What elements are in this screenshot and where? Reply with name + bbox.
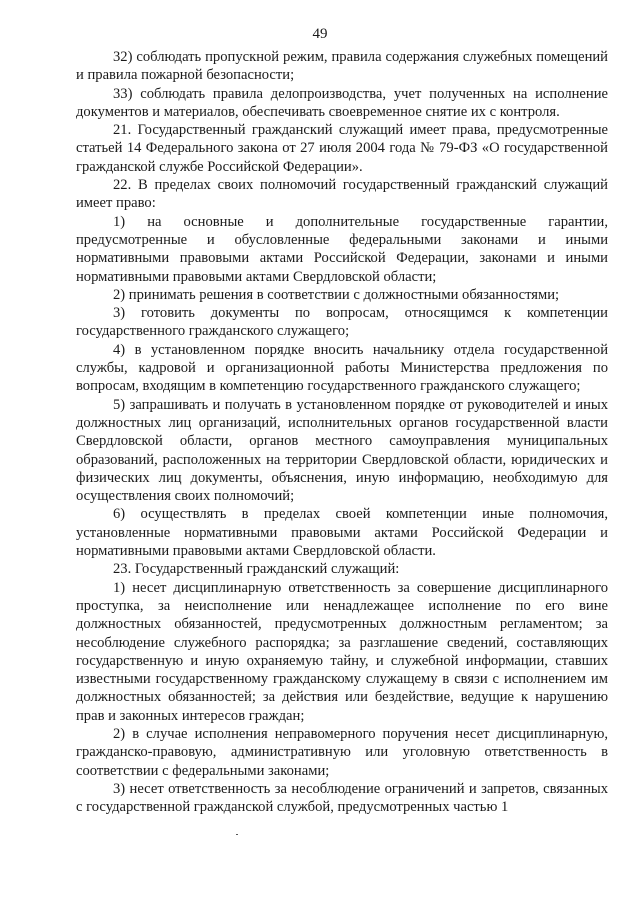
paragraph-right-1: 1) на основные и дополнительные государственные гарантии, предусмотренные и обусловленные федеральными законами и иными нормативными правовыми актами Российской Федерации, законами и иными нормативными правовыми актами Свердловской области;	[76, 213, 608, 285]
paragraph-responsibility-3: 3) несет ответственность за несоблюдение ограничений и запретов, связанных с государственной гражданской службой, предусмотренных частью 1	[76, 780, 608, 816]
paragraph-section-21: 21. Государственный гражданский служащий имеет права, предусмотренные статьей 14 Федерального закона от 27 июля 2004 года № 79-ФЗ «О государственной гражданской службе Российской Федерации».	[76, 122, 608, 175]
paragraph-right-3: 3) готовить документы по вопросам, относящимся к компетенции государственного гражданского служащего;	[76, 305, 608, 340]
paragraph-duty-32: 32) соблюдать пропускной режим, правила содержания служебных помещений и правила пожарной безопасности;	[76, 49, 608, 84]
paragraph-section-23: 23. Государственный гражданский служащий:	[113, 561, 400, 578]
paragraph-right-4: 4) в установленном порядке вносить начальнику отдела государственной службы, кадровой и организационной работы Министерства предложения по вопросам, входящим в компетенцию государственного гражданского служащего;	[76, 341, 608, 395]
paragraph-responsibility-1: 1) несет дисциплинарную ответственность за совершение дисциплинарного проступка, за неисполнение или ненадлежащее исполнение по его вине должностных обязанностей, предусмотренных должностным регламентом; за несоблюдение служебного распорядка; за разглашение сведений, составляющих государственную и иную охраняемую тайну, и служебной информации, ставших известными государственному гражданскому служащему в связи с исполнением им должностных обязанностей; за действия или бездействие, ведущие к нарушению прав и законных интересов граждан;	[76, 579, 608, 724]
paragraph-right-2: 2) принимать решения в соответствии с должностными обязанностями;	[113, 286, 560, 303]
document-body	[76, 48, 608, 816]
paragraph-right-6: 6) осуществлять в пределах своей компетенции иные полномочия, установленные нормативными правовыми актами Российской Федерации и нормативными правовыми актами Свердловской области.	[76, 506, 608, 560]
paragraph-right-5: 5) запрашивать и получать в установленном порядке от руководителей и иных должностных лиц организаций, исполнительных органов государственной власти Свердловской области, органов местного самоуправления муниципальных образований, расположенных на территории Свердловской области, юридических и физических лиц документы, объяснения, иную информацию, необходимую для осуществления своих полномочий;	[76, 396, 608, 505]
paragraph-duty-33: 33) соблюдать правила делопроизводства, учет полученных на исполнение документов и материалов, обеспечивать своевременное снятие их с контроля.	[76, 85, 608, 120]
paragraph-section-22: 22. В пределах своих полномочий государственный гражданский служащий имеет право:	[76, 177, 608, 212]
paragraph-responsibility-2: 2) в случае исполнения неправомерного поручения несет дисциплинарную, гражданско-правовую, административную или уголовную ответственность в соответствии с федеральными законами;	[76, 725, 608, 779]
scan-speck	[236, 834, 238, 835]
page-number: 49	[312, 26, 328, 42]
